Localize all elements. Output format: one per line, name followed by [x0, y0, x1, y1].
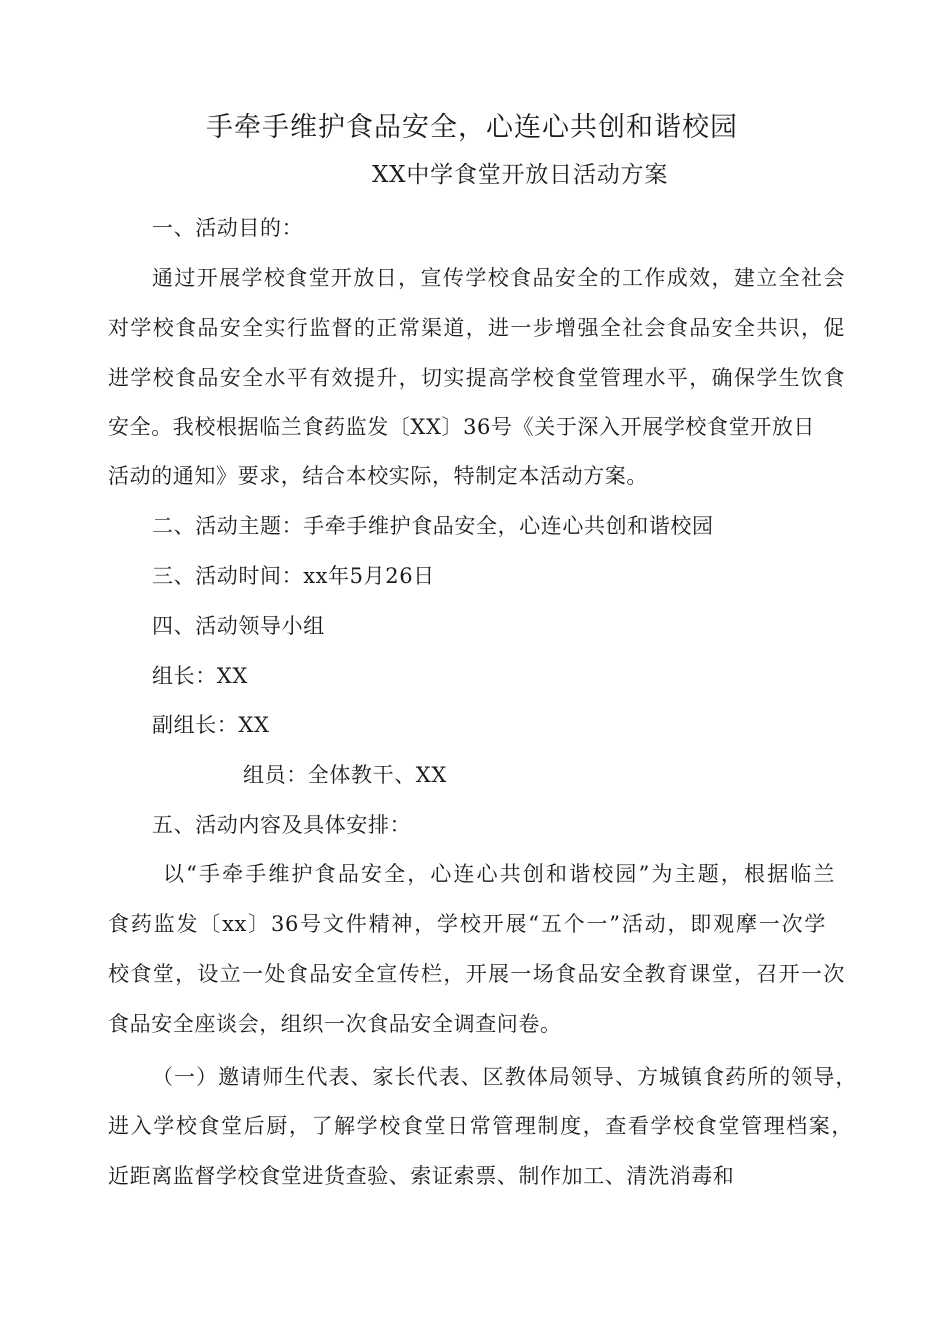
section-theme: 二、活动主题：手牵手维护食品安全，心连心共创和谐校园: [152, 514, 714, 538]
section-heading-leadership: 四、活动领导小组: [152, 614, 325, 638]
paragraph-line: 安全。我校根据临兰食药监发〔XX〕36号《关于深入开展学校食堂开放日: [108, 415, 816, 439]
paragraph-line: 食品安全座谈会，组织一次食品安全调查问卷。: [108, 1012, 562, 1036]
leader-line: 组长：XX: [152, 664, 248, 688]
paragraph-line: 校食堂，设立一处食品安全宣传栏，开展一场食品安全教育课堂，召开一次: [108, 962, 845, 986]
paragraph-line: 进入学校食堂后厨，了解学校食堂日常管理制度，查看学校食堂管理档案，: [108, 1114, 853, 1138]
document-subtitle: XX中学食堂开放日活动方案: [372, 162, 669, 188]
paragraph-line: 对学校食品安全实行监督的正常渠道，进一步增强全社会食品安全共识，促: [108, 316, 845, 340]
section-heading-purpose: 一、活动目的：: [152, 216, 304, 240]
paragraph-line: 食药监发〔xx〕36号文件精神，学校开展“五个一”活动，即观摩一次学: [108, 912, 826, 936]
section-heading-content: 五、活动内容及具体安排：: [152, 813, 412, 837]
paragraph-line: （一）邀请师生代表、家长代表、区教体局领导、方城镇食药所的领导，: [152, 1065, 857, 1089]
paragraph-line: 通过开展学校食堂开放日，宣传学校食品安全的工作成效，建立全社会: [152, 266, 845, 290]
document-title: 手牵手维护食品安全，心连心共创和谐校园: [206, 112, 738, 143]
section-time: 三、活动时间：xx年5月26日: [152, 564, 435, 588]
paragraph-line: 进学校食品安全水平有效提升，切实提高学校食堂管理水平，确保学生饮食: [108, 366, 845, 390]
paragraph-line: 以“手牵手维护食品安全，心连心共创和谐校园”为主题，根据临兰: [163, 862, 835, 886]
members-line: 组员：全体教干、XX: [243, 763, 447, 787]
paragraph-line: 活动的通知》要求，结合本校实际，特制定本活动方案。: [108, 464, 648, 488]
deputy-line: 副组长：XX: [152, 713, 270, 737]
paragraph-line: 近距离监督学校食堂进货查验、索证索票、制作加工、清洗消毒和: [108, 1164, 735, 1188]
